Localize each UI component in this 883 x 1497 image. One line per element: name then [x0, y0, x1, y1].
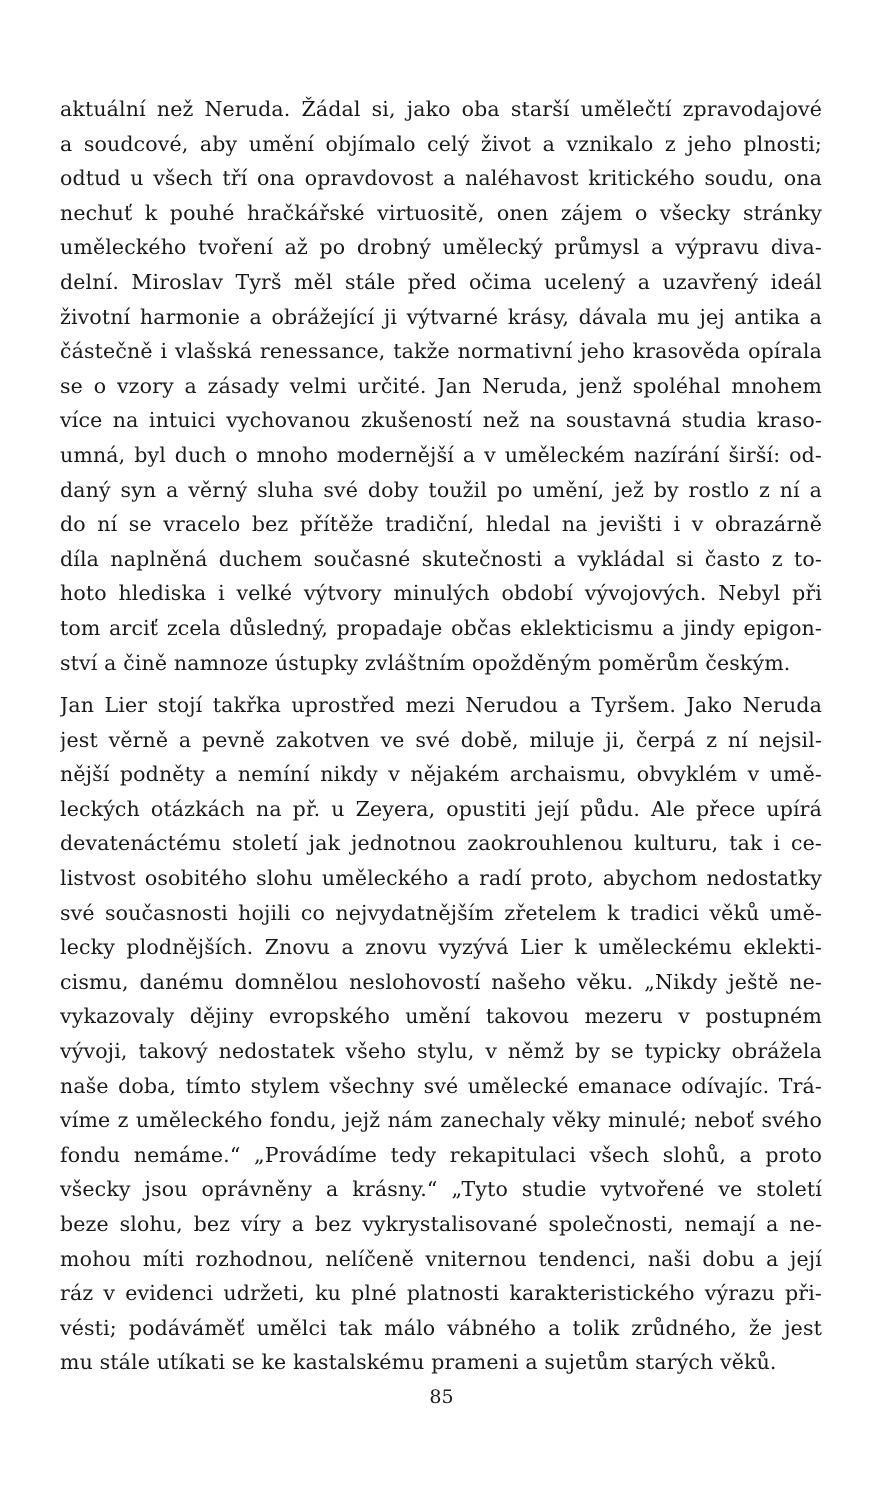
- text-line: životní harmonie a obrážející ji výtvarné krásy, dávala mu jej antika a: [60, 304, 822, 329]
- text-line: tom arciť zcela důsledný, propadaje občas eklekticismu a jindy epigon-: [60, 615, 822, 640]
- text-line: ství a čině namnoze ústupky zvláštním opožděným poměrům českým.: [60, 650, 791, 675]
- text-line: se o vzory a zásady velmi určité. Jan Neruda, jenž spoléhal mnohem: [60, 373, 822, 398]
- text-line: fondu nemáme.“ „Provádíme tedy rekapitulaci všech slohů, a proto: [60, 1142, 822, 1167]
- text-line: odtud u všech tří ona opravdovost a naléhavost kritického soudu, ona: [60, 166, 822, 191]
- text-line: delní. Miroslav Tyrš měl stále před očima ucelený a uzavřený ideál: [60, 269, 822, 294]
- text-line: jest věrně a pevně zakotven ve své době, miluje ji, čerpá z ní nejsil-: [60, 727, 822, 752]
- text-line: listvost osobitého slohu uměleckého a radí proto, abychom nedostatky: [60, 866, 822, 891]
- text-line: všecky jsou oprávněny a krásny.“ „Tyto studie vytvořené ve století: [60, 1177, 822, 1202]
- text-line: daný syn a věrný sluha své doby toužil po umění, jež by rostlo z ní a: [60, 477, 822, 502]
- text-line: uměleckého tvoření až po drobný umělecký průmysl a výpravu diva-: [60, 235, 822, 260]
- text-line: nější podněty a nemíní nikdy v nějakém archaismu, obvyklém v umě-: [60, 762, 822, 787]
- paragraph-spacing: [60, 680, 822, 688]
- text-line: vykazovaly dějiny evropského umění takovou mezeru v postupném: [60, 1004, 822, 1029]
- text-line: leckých otázkách na př. u Zeyera, opustiti její půdu. Ale přece upírá: [60, 796, 822, 821]
- text-line: částečně i vlašská renessance, takže normativní jeho krasověda opírala: [60, 339, 822, 364]
- text-line: nechuť k pouhé hračkářské virtuositě, onen zájem o všecky stránky: [60, 200, 822, 225]
- text-line: umná, byl duch o mnoho modernější a v uměleckém nazírání širší: od-: [60, 442, 822, 467]
- text-line: vývoji, takový nedostatek všeho stylu, v němž by se typicky obrážela: [60, 1039, 822, 1064]
- page-number: 85: [429, 1386, 454, 1408]
- text-line: mohou míti rozhodnou, nelíčeně vniternou tendenci, naši dobu a její: [60, 1246, 822, 1271]
- text-line: ráz v evidenci udržeti, ku plné platnosti karakteristického výrazu při-: [60, 1281, 822, 1306]
- text-line: lecky plodnějších. Znovu a znovu vyzývá Lier k uměleckému eklekti-: [60, 935, 822, 960]
- text-line: své současnosti hojili co nejvydatnějším zřetelem k tradici věků umě-: [60, 900, 822, 925]
- text-line: do ní se vracelo bez přítěže tradiční, hledal na jevišti i v obrazárně: [60, 512, 822, 537]
- text-line: vésti; podáváměť umělci tak málo vábného a tolik zrůdného, že jest: [60, 1315, 822, 1340]
- text-line: díla naplněná duchem současné skutečnosti a vykládal si často z to-: [60, 546, 822, 571]
- paragraph-1: [60, 92, 822, 680]
- body-text: [60, 92, 822, 1380]
- paragraph-2: [60, 688, 822, 1380]
- text-line: víme z uměleckého fondu, jejž nám zanechaly věky minulé; neboť svého: [60, 1108, 822, 1133]
- text-line: více na intuici vychovanou zkušeností než na soustavná studia kraso-: [60, 408, 822, 433]
- text-line: naše doba, tímto stylem všechny své umělecké emanace odívajíc. Trá-: [60, 1073, 822, 1098]
- text-line: hoto hlediska i velké výtvory minulých období vývojových. Nebyl při: [60, 581, 822, 606]
- text-line: Jan Lier stojí takřka uprostřed mezi Nerudou a Tyršem. Jako Neruda: [60, 693, 822, 718]
- text-line: mu stále utíkati se ke kastalskému prameni a sujetům starých věků.: [60, 1350, 777, 1375]
- text-line: devatenáctému století jak jednotnou zaokrouhlenou kulturu, tak i ce-: [60, 831, 822, 856]
- text-line: a soudcové, aby umění objímalo celý život a vznikalo z jeho plnosti;: [60, 131, 822, 156]
- text-line: aktuální než Neruda. Žádal si, jako oba starší umělečtí zpravodajové: [60, 97, 822, 121]
- text-line: beze slohu, bez víry a bez vykrystalisované společnosti, nemají a ne-: [60, 1212, 822, 1236]
- text-line: cismu, danému domnělou neslohovostí našeho věku. „Nikdy ještě ne-: [60, 969, 822, 994]
